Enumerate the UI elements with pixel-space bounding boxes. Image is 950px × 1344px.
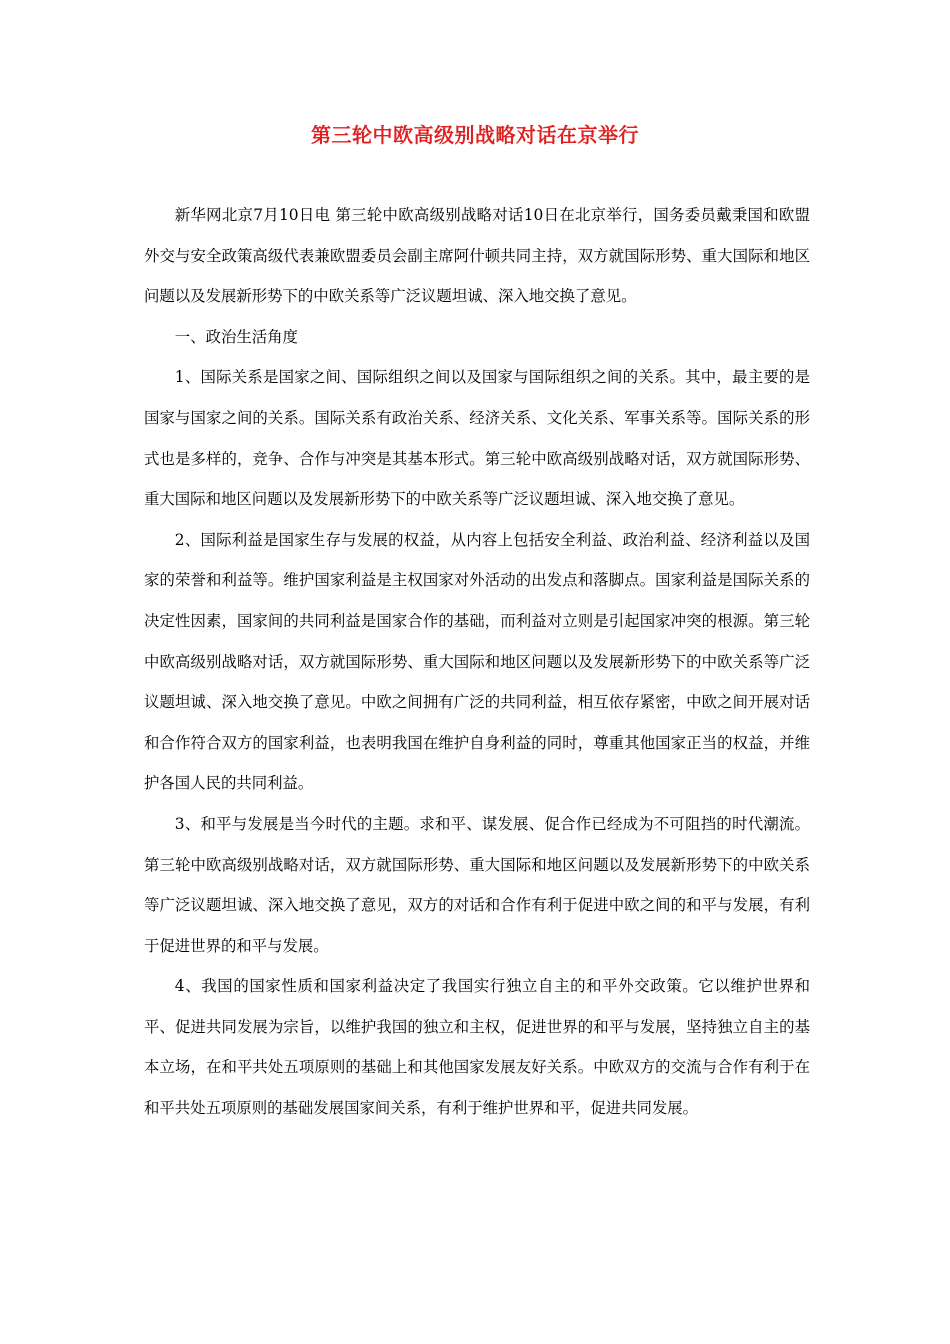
paragraph-point-2: 2、国际利益是国家生存与发展的权益，从内容上包括安全利益、政治利益、经济利益以及国家的荣誉和利益等。维护国家利益是主权国家对外活动的出发点和落脚点。国家利益是国际关系的决定性因素，国家间的共同利益是国家合作的基础，而利益对立则是引起国家冲突的根源。第三轮中欧高级别战略对话，双方就国际形势、重大国际和地区问题以及发展新形势下的中欧关系等广泛议题坦诚、深入地交换了意见。中欧之间拥有广泛的共同利益，相互依存紧密，中欧之间开展对话和合作符合双方的国家利益，也表明我国在维护自身利益的同时，尊重其他国家正当的权益，并维护各国人民的共同利益。 (144, 530, 810, 793)
paragraph-point-4: 4、我国的国家性质和国家利益决定了我国实行独立自主的和平外交政策。它以维护世界和平、促进共同发展为宗旨，以维护我国的独立和主权，促进世界的和平与发展，坚持独立自主的基本立场，在和平共处五项原则的基础上和其他国家发展友好关系。中欧双方的交流与合作有利于在和平共处五项原则的基础发展国家间关系，有利于维护世界和平，促进共同发展。 (144, 977, 810, 1118)
section-heading: 一、政治生活角度 (174, 327, 298, 346)
paragraph-lead: 新华网北京7月10日电 第三轮中欧高级别战略对话10日在北京举行，国务委员戴秉国和欧盟外交与安全政策高级代表兼欧盟委员会副主席阿什顿共同主持，双方就国际形势、重大国际和地区问题以及发展新形势下的中欧关系等广泛议题坦诚、深入地交换了意见。 (144, 206, 810, 306)
document-body (144, 195, 810, 1129)
paragraph-point-3: 3、和平与发展是当今时代的主题。求和平、谋发展、促合作已经成为不可阻挡的时代潮流。第三轮中欧高级别战略对话，双方就国际形势、重大国际和地区问题以及发展新形势下的中欧关系等广泛议题坦诚、深入地交换了意见，双方的对话和合作有利于促进中欧之间的和平与发展，有利于促进世界的和平与发展。 (144, 814, 810, 955)
document-title: 第三轮中欧高级别战略对话在京举行 (311, 123, 639, 147)
paragraph-point-1: 1、国际关系是国家之间、国际组织之间以及国家与国际组织之间的关系。其中，最主要的是国家与国家之间的关系。国际关系有政治关系、经济关系、文化关系、军事关系等。国际关系的形式也是多样的，竞争、合作与冲突是其基本形式。第三轮中欧高级别战略对话，双方就国际形势、重大国际和地区问题以及发展新形势下的中欧关系等广泛议题坦诚、深入地交换了意见。 (144, 368, 810, 509)
